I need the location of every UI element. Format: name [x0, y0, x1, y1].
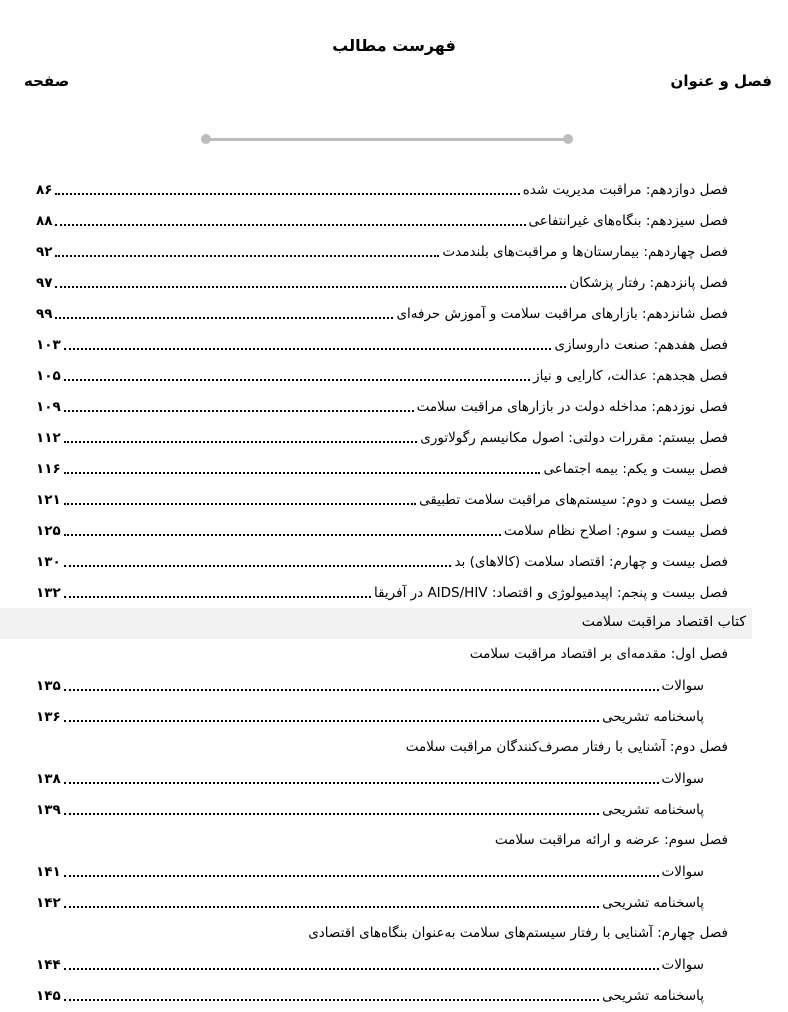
- toc-entry-label: فصل بیست و سوم: اصلاح نظام سلامت: [503, 523, 728, 539]
- toc-entry-label: فصل دوازدهم: مراقبت مدیریت شده: [522, 182, 728, 198]
- toc-entry[interactable]: [36, 172, 728, 203]
- toc-entry-label: فصل بیست و پنجم: اپیدمیولوژی و اقتصاد: AIDS/HIV در آفریقا: [373, 585, 728, 601]
- dot-leader: [64, 688, 659, 691]
- toc-entry-page-number: ۱۲۱: [36, 492, 61, 508]
- dot-leader: [64, 781, 659, 784]
- dot-leader: [64, 564, 452, 567]
- dot-leader: [55, 192, 519, 195]
- chapter-title[interactable]: فصل سوم: عرضه و ارائه مراقبت سلامت: [494, 832, 728, 848]
- toc-entry[interactable]: [36, 978, 704, 1009]
- toc-entry[interactable]: [36, 699, 704, 730]
- section-heading: [0, 608, 752, 639]
- toc-entry[interactable]: [36, 885, 704, 916]
- dot-leader: [64, 378, 530, 381]
- chapter-title[interactable]: فصل چهارم: آشنایی با رفتار سیستم‌های سلامت به‌عنوان بنگاه‌های اقتصادی: [308, 925, 728, 941]
- toc-entry-page-number: ۱۴۱: [36, 864, 61, 880]
- dot-leader: [64, 440, 418, 443]
- dot-leader: [64, 967, 659, 970]
- toc-entry[interactable]: [36, 544, 728, 575]
- toc-entry-label: فصل هجدهم: عدالت، کارایی و نیاز: [533, 368, 728, 384]
- toc-entry-label: فصل چهاردهم: بیمارستان‌ها و مراقبت‌های بلندمدت: [442, 244, 728, 260]
- toc-entry[interactable]: [36, 947, 704, 978]
- toc-entry-label: فصل سیزدهم: بنگاه‌های غیرانتفاعی: [528, 213, 728, 229]
- toc-entry-label: سوالات: [661, 957, 704, 973]
- divider-end-dot: [563, 134, 573, 144]
- toc-entry-label: فصل پانزدهم: رفتار پزشکان: [569, 275, 728, 291]
- divider: [206, 138, 568, 141]
- dot-leader: [64, 874, 659, 877]
- toc-entry-page-number: ۹۷: [36, 275, 53, 291]
- toc-entry[interactable]: [36, 575, 728, 606]
- page-title: فهرست مطالب: [332, 36, 456, 55]
- dot-leader: [64, 719, 599, 722]
- toc-entry-page-number: ۱۴۵: [36, 988, 61, 1004]
- toc-entry[interactable]: [36, 265, 728, 296]
- toc-entry-label: پاسخنامه تشریحی: [602, 895, 704, 911]
- chapter-title[interactable]: فصل دوم: آشنایی با رفتار مصرف‌کنندگان مراقبت سلامت: [405, 739, 728, 755]
- toc-entry-label: فصل نوزدهم: مداخله دولت در بازارهای مراقبت سلامت: [416, 399, 728, 415]
- dot-leader: [64, 905, 599, 908]
- toc-entry[interactable]: [36, 203, 728, 234]
- column-header-title: فصل و عنوان: [670, 72, 772, 90]
- toc-entry-page-number: ۱۴۲: [36, 895, 61, 911]
- toc-entry-label: پاسخنامه تشریحی: [602, 988, 704, 1004]
- dot-leader: [64, 595, 371, 598]
- toc-entry[interactable]: [36, 761, 704, 792]
- toc-entry-label: فصل بیست و چهارم: اقتصاد سلامت (کالاهای) بد: [454, 554, 728, 570]
- toc-entry-page-number: ۱۴۴: [36, 957, 61, 973]
- toc-entry[interactable]: [36, 327, 728, 358]
- toc-entry[interactable]: [36, 792, 704, 823]
- dot-leader: [64, 533, 501, 536]
- toc-entry-page-number: ۱۱۶: [36, 461, 61, 477]
- toc-entry-page-number: ۱۳۰: [36, 554, 61, 570]
- toc-entry-page-number: ۱۳۸: [36, 771, 61, 787]
- toc-entry[interactable]: [36, 451, 728, 482]
- dot-leader: [55, 316, 393, 319]
- toc-entry-page-number: ۱۱۲: [36, 430, 61, 446]
- toc-entry-label: پاسخنامه تشریحی: [602, 802, 704, 818]
- toc-entry-label: فصل هفدهم: صنعت داروسازی: [554, 337, 728, 353]
- dot-leader: [64, 502, 416, 505]
- toc-entry-page-number: ۹۲: [36, 244, 53, 260]
- toc-entry[interactable]: [36, 358, 728, 389]
- toc-entry-page-number: ۱۰۵: [36, 368, 61, 384]
- toc-entry[interactable]: [36, 513, 728, 544]
- toc-entry-label: سوالات: [661, 678, 704, 694]
- dot-leader: [64, 812, 599, 815]
- toc-entry-page-number: ۸۶: [36, 182, 53, 198]
- dot-leader: [64, 998, 599, 1001]
- dot-leader: [55, 285, 566, 288]
- dot-leader: [55, 223, 525, 226]
- toc-entry-page-number: ۹۹: [36, 306, 53, 322]
- toc-entry[interactable]: [36, 420, 728, 451]
- toc-entry-label: سوالات: [661, 864, 704, 880]
- toc-entry[interactable]: [36, 482, 728, 513]
- column-header-page: صفحه: [24, 72, 70, 90]
- section-heading-text: کتاب اقتصاد مراقبت سلامت: [581, 614, 746, 630]
- dot-leader: [64, 471, 541, 474]
- toc-entry[interactable]: [36, 668, 704, 699]
- toc-entry[interactable]: [36, 854, 704, 885]
- toc-entry-label: فصل بیست و دوم: سیستم‌های مراقبت سلامت تطبیقی: [419, 492, 728, 508]
- toc-entry-label: فصل شانزدهم: بازارهای مراقبت سلامت و آموزش حرفه‌ای: [396, 306, 728, 322]
- toc-entry-page-number: ۱۳۲: [36, 585, 61, 601]
- chapter-title[interactable]: فصل اول: مقدمه‌ای بر اقتصاد مراقبت سلامت: [469, 646, 728, 662]
- toc-entry-page-number: ۸۸: [36, 213, 53, 229]
- toc-entry-page-number: ۱۰۹: [36, 399, 61, 415]
- toc-entry-page-number: ۱۲۵: [36, 523, 61, 539]
- dot-leader: [64, 347, 552, 350]
- toc-entry-label: فصل بیستم: مقررات دولتی: اصول مکانیسم رگولاتوری: [420, 430, 728, 446]
- toc-entry-label: فصل بیست و یکم: بیمه اجتماعی: [543, 461, 728, 477]
- toc-entry[interactable]: [36, 389, 728, 420]
- dot-leader: [64, 409, 414, 412]
- toc-entry-label: پاسخنامه تشریحی: [602, 709, 704, 725]
- toc-entry-page-number: ۱۳۹: [36, 802, 61, 818]
- toc-entry-page-number: ۱۳۶: [36, 709, 61, 725]
- toc-entry-page-number: ۱۳۵: [36, 678, 61, 694]
- toc-entry-label: سوالات: [661, 771, 704, 787]
- toc-entry[interactable]: [36, 296, 728, 327]
- toc-entry[interactable]: [36, 234, 728, 265]
- toc-entry-page-number: ۱۰۳: [36, 337, 61, 353]
- dot-leader: [55, 254, 439, 257]
